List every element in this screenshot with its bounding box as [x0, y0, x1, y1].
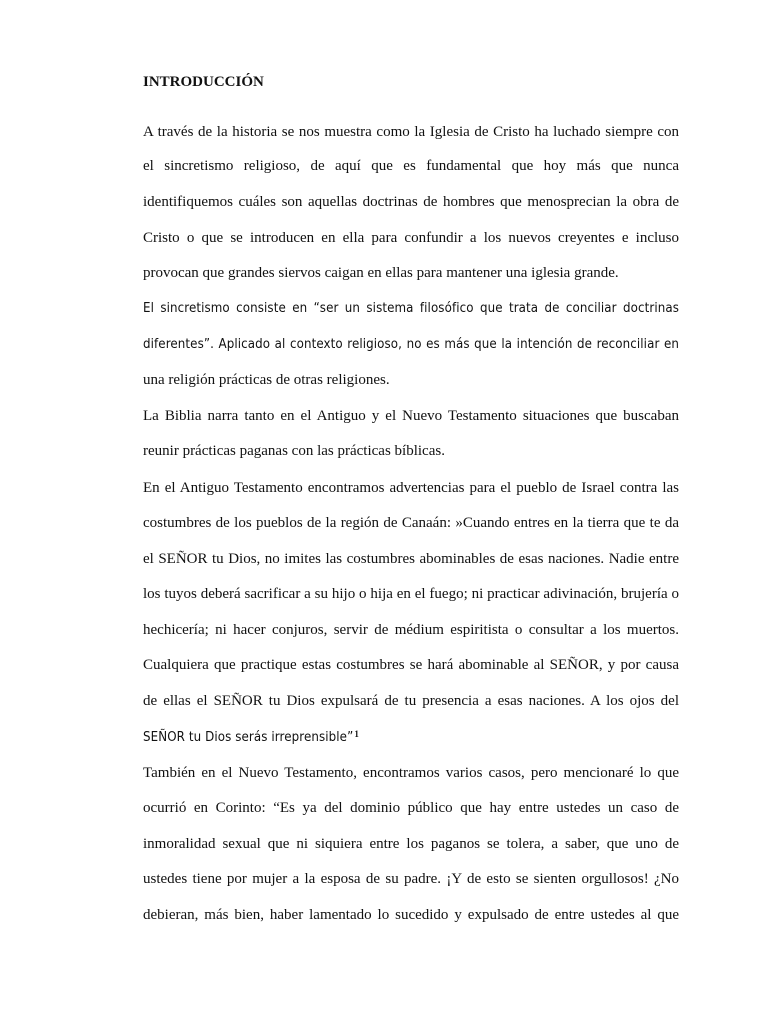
text-line: los tuyos deberá sacrificar a su hijo o hija en el fuego; ni practicar adivinación, brujería o [143, 586, 679, 602]
text-line: La Biblia narra tanto en el Antiguo y el Nuevo Testamento situaciones que buscaban [143, 408, 679, 424]
text-line: En el Antiguo Testamento encontramos advertencias para el pueblo de Israel contra las [143, 480, 679, 496]
text-line: el sincretismo religioso, de aquí que es fundamental que hoy más que nunca [143, 158, 679, 174]
text-line: Cualquiera que practique estas costumbres se hará abominable al SEÑOR, y por causa [143, 657, 679, 673]
text-line: diferentes”. Aplicado al contexto religioso, no es más que la intención de reconciliar en [143, 337, 679, 352]
text-line: provocan que grandes siervos caigan en ellas para mantener una iglesia grande. [143, 265, 619, 281]
document-title: INTRODUCCIÓN [143, 74, 264, 90]
text-line: el SEÑOR tu Dios, no imites las costumbres abominables de esas naciones. Nadie entre [143, 551, 679, 567]
text-line: ocurrió en Corinto: “Es ya del dominio público que hay entre ustedes un caso de [143, 800, 679, 816]
text-line: A través de la historia se nos muestra como la Iglesia de Cristo ha luchado siempre con [143, 124, 679, 140]
text-line: de ellas el SEÑOR tu Dios expulsará de tu presencia a esas naciones. A los ojos del [143, 693, 679, 709]
text-line: Cristo o que se introducen en ella para confundir a los nuevos creyentes e incluso [143, 230, 679, 246]
text-line: identifiquemos cuáles son aquellas doctrinas de hombres que menosprecian la obra de [143, 194, 679, 210]
text-line: También en el Nuevo Testamento, encontramos varios casos, pero mencionaré lo que [143, 765, 679, 781]
text-line: costumbres de los pueblos de la región de Canaán: »Cuando entres en la tierra que te da [143, 515, 679, 531]
text-line: debieran, más bien, haber lamentado lo sucedido y expulsado de entre ustedes al que [143, 907, 679, 923]
text-line: una religión prácticas de otras religiones. [143, 372, 390, 388]
footnote-marker[interactable]: 1 [354, 729, 359, 739]
text-segment: SEÑOR tu Dios serás irreprensible” [143, 730, 354, 745]
text-line: reunir prácticas paganas con las prácticas bíblicas. [143, 443, 445, 459]
text-line: ustedes tiene por mujer a la esposa de su padre. ¡Y de esto se sienten orgullosos! ¿No [143, 871, 679, 887]
text-line [143, 728, 679, 747]
text-line: inmoralidad sexual que ni siquiera entre los paganos se tolera, a saber, que uno de [143, 836, 679, 852]
text-line: hechicería; ni hacer conjuros, servir de médium espiritista o consultar a los muertos. [143, 622, 679, 638]
text-line: El sincretismo consiste en “ser un sistema filosófico que trata de conciliar doctrinas [143, 301, 679, 316]
